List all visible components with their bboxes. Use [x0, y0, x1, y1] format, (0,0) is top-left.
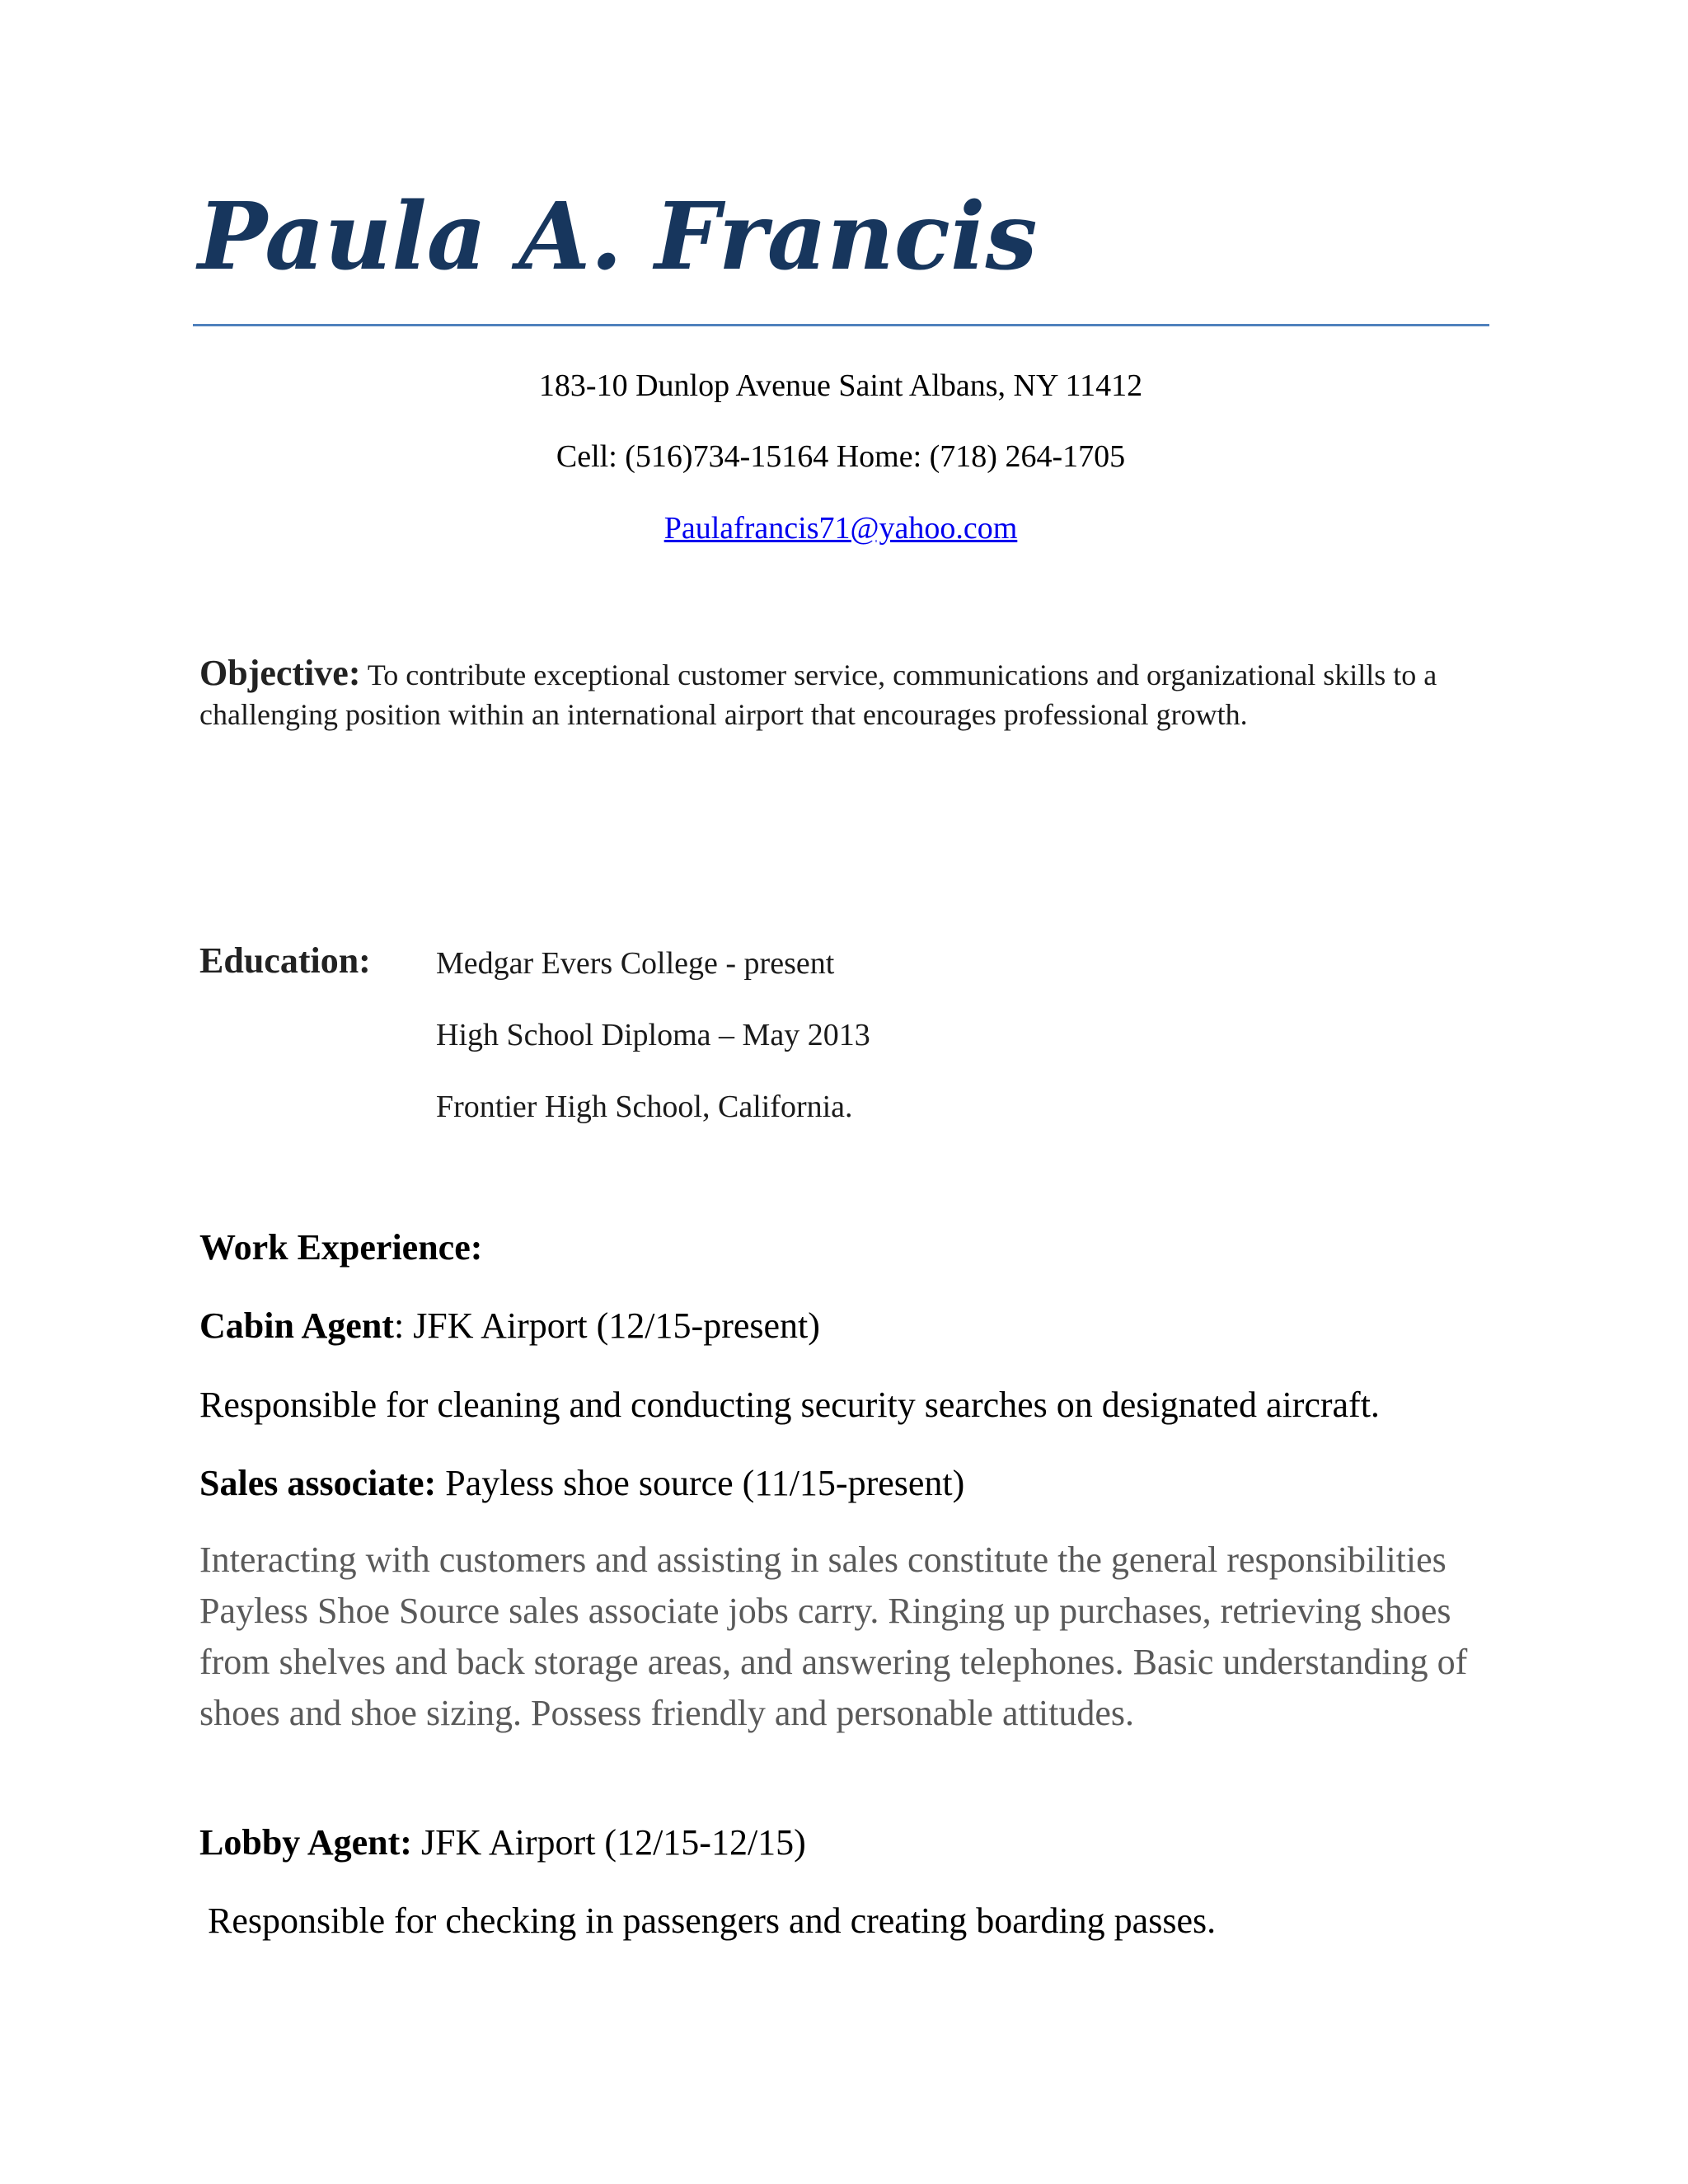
contact-phones: Cell: (516)734-15164 Home: (718) 264-1705 — [556, 439, 1126, 474]
email-link[interactable]: Paulafrancis71@yahoo.com — [663, 511, 1018, 546]
education-line: Medgar Evers College - present — [436, 946, 835, 981]
resume-name: Paula A. Francis — [198, 183, 1038, 291]
education-label: Education: — [199, 940, 371, 981]
contact-email-line — [0, 513, 1681, 544]
objective-label: Objective: — [199, 653, 361, 693]
work-experience-heading: Work Experience: — [199, 1227, 483, 1268]
contact-address: 183-10 Dunlop Avenue Saint Albans, NY 11412 — [538, 368, 1143, 403]
job-title-line — [199, 1822, 1502, 1863]
job-description: Responsible for checking in passengers and creating boarding passes. — [208, 1900, 1217, 1941]
objective-section — [199, 654, 1485, 734]
job-detail: Payless shoe source (11/15-present) — [445, 1463, 965, 1503]
job-separator — [412, 1822, 421, 1863]
education-line: Frontier High School, California. — [436, 1090, 853, 1124]
job-separator: : — [393, 1305, 414, 1346]
job-title: Cabin Agent — [199, 1305, 394, 1346]
header-divider — [193, 324, 1489, 326]
job-title-line — [199, 1305, 1502, 1346]
job-detail: JFK Airport (12/15-present) — [413, 1305, 820, 1346]
job-title: Sales associate: — [199, 1463, 437, 1503]
job-title-line — [199, 1465, 1502, 1502]
job-description: Responsible for cleaning and conducting security searches on designated aircraft. — [199, 1385, 1380, 1425]
job-description: Interacting with customers and assisting in sales constitute the general responsibilities Payless Shoe Source sales associate jobs carry. Ringing up purchases, retrieving shoes from shelves and back storage areas, and answering telephones. Basic understanding of shoes and shoe sizing. Possess friendly and personable attitudes. — [199, 1540, 1468, 1733]
education-line: High School Diploma – May 2013 — [436, 1018, 870, 1052]
job-title: Lobby Agent: — [199, 1822, 412, 1863]
job-detail: JFK Airport (12/15-12/15) — [420, 1822, 806, 1863]
job-separator — [436, 1463, 445, 1503]
objective-text: To contribute exceptional customer service, communications and organizational skills to a challenging position within an international airport that encourages professional growth. — [199, 658, 1437, 731]
